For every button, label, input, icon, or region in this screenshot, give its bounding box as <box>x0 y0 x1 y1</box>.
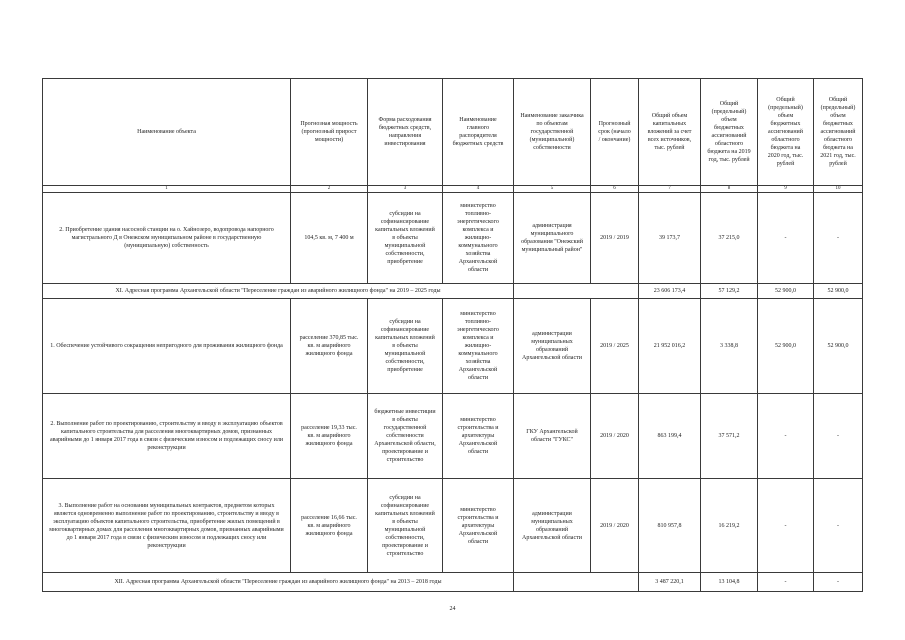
cell-budget-2021: 52 900,0 <box>814 299 863 394</box>
header-budget-2021: Общий (предельный) объем бюджетных ассигнований областного бюджета на 2021 год, тыс. рублей <box>814 79 863 186</box>
cell-budget-2021: - <box>814 193 863 284</box>
table-row <box>43 479 863 573</box>
table-row <box>43 394 863 479</box>
cell-budget-manager: министерство топливно-энергетического комплекса и жилищно-коммунального хозяйства Архангельской области <box>443 193 514 284</box>
cell-budget-2019: 16 219,2 <box>701 479 758 573</box>
investment-table <box>42 78 863 592</box>
cell-budget-manager: министерство топливно-энергетического комплекса и жилищно-коммунального хозяйства Архангельской области <box>443 299 514 394</box>
cell-funding-form: субсидии на софинансирование капитальных вложений в объекты муниципальной собственности, приобретение <box>368 193 443 284</box>
cell-term: 2019 / 2025 <box>591 299 639 394</box>
column-number: 2 <box>291 186 368 193</box>
column-number-row <box>43 186 863 193</box>
cell-funding-form: бюджетные инвестиции в объекты государственной собственности Архангельской области, проектирование и строительство <box>368 394 443 479</box>
cell-term: 2019 / 2020 <box>591 479 639 573</box>
cell-total-investment: 21 952 016,2 <box>639 299 701 394</box>
cell-customer: ГКУ Архангельской области "ГУКС" <box>514 394 591 479</box>
column-number: 8 <box>701 186 758 193</box>
column-number: 3 <box>368 186 443 193</box>
cell-budget-manager: министерство строительства и архитектуры Архангельской области <box>443 479 514 573</box>
cell-funding-form: субсидии на софинансирование капитальных вложений в объекты муниципальной собственности, приобретение <box>368 299 443 394</box>
cell-budget-2021: - <box>814 573 863 592</box>
cell-budget-2020: 52 900,0 <box>758 299 814 394</box>
cell-budget-2020: - <box>758 479 814 573</box>
column-number: 1 <box>43 186 291 193</box>
section-title: XII. Адресная программа Архангельской области "Переселение граждан из аварийного жилищного фонда" на 2013 – 2018 годы <box>43 573 514 592</box>
section-title: XI. Адресная программа Архангельской области "Переселение граждан из аварийного жилищного фонда" на 2019 – 2025 годы <box>43 284 514 299</box>
cell-funding-form: субсидии на софинансирование капитальных вложений в объекты муниципальной собственности, проектирование и строительство <box>368 479 443 573</box>
cell-object-name: 2. Выполнение работ по проектированию, строительству и вводу в эксплуатацию объектов капитального строительства для расселения многоквартирных домов, признанных аварийными до 1 января 2017 года в связи с физическим износом и подлежащих сносу или реконструкции <box>43 394 291 479</box>
table-header-row <box>43 79 863 186</box>
column-number: 6 <box>591 186 639 193</box>
section-row <box>43 284 863 299</box>
cell-capacity: расселение 19,33 тыс. кв. м аварийного жилищного фонда <box>291 394 368 479</box>
cell-term: 2019 / 2020 <box>591 394 639 479</box>
table-row <box>43 193 863 284</box>
cell-budget-2021: - <box>814 394 863 479</box>
column-number: 5 <box>514 186 591 193</box>
cell-customer: администрация муниципального образования "Онежский муниципальный район" <box>514 193 591 284</box>
cell-customer: администрации муниципальных образований Архангельской области <box>514 479 591 573</box>
header-capacity: Прогнозная мощность (прогнозный прирост мощности) <box>291 79 368 186</box>
cell-budget-2019: 13 104,8 <box>701 573 758 592</box>
cell-budget-2020: 52 900,0 <box>758 284 814 299</box>
cell-budget-2021: - <box>814 479 863 573</box>
cell-object-name: 3. Выполнение работ на основании муниципальных контрактов, предметом которых является одновременно выполнение работ по проектированию, строительству и вводу в эксплуатацию объектов капитального строительства, приобретение жилых помещений в многоквартирных домах для расселения многоквартирных домов, признанных аварийными до 1 января 2017 года в связи с физическим износом и подлежащих сносу или реконструкции <box>43 479 291 573</box>
cell-total-investment: 3 487 220,1 <box>639 573 701 592</box>
cell-customer: администрации муниципальных образований Архангельской области <box>514 299 591 394</box>
header-funding-form: Форма расходования бюджетных средств, направления инвестирования <box>368 79 443 186</box>
header-total-investment: Общий объем капитальных вложений за счет всех источников, тыс. рублей <box>639 79 701 186</box>
column-number: 10 <box>814 186 863 193</box>
cell-term: 2019 / 2019 <box>591 193 639 284</box>
section-row <box>43 573 863 592</box>
header-budget-2020: Общий (предельный) объем бюджетных ассигнований областного бюджета на 2020 год, тыс. рублей <box>758 79 814 186</box>
header-customer: Наименование заказчика по объектам государственной (муниципальной) собственности <box>514 79 591 186</box>
cell-budget-manager: министерство строительства и архитектуры Архангельской области <box>443 394 514 479</box>
cell-budget-2020: - <box>758 193 814 284</box>
header-term: Прогнозный срок (начало / окончание) <box>591 79 639 186</box>
cell-capacity: расселение 16,66 тыс. кв. м аварийного жилищного фонда <box>291 479 368 573</box>
cell-object-name: 1. Обеспечение устойчивого сокращения непригодного для проживания жилищного фонда <box>43 299 291 394</box>
header-object-name: Наименование объекта <box>43 79 291 186</box>
cell-budget-2020: - <box>758 394 814 479</box>
cell-budget-2019: 3 338,8 <box>701 299 758 394</box>
table-row <box>43 299 863 394</box>
cell-budget-2021: 52 900,0 <box>814 284 863 299</box>
column-number: 9 <box>758 186 814 193</box>
column-number: 4 <box>443 186 514 193</box>
cell-budget-2020: - <box>758 573 814 592</box>
cell-total-investment: 39 173,7 <box>639 193 701 284</box>
section-empty-cell <box>514 284 639 299</box>
cell-total-investment: 863 199,4 <box>639 394 701 479</box>
header-budget-manager: Наименование главного распорядителя бюджетных средств <box>443 79 514 186</box>
cell-capacity: расселение 370,85 тыс. кв. м аварийного жилищного фонда <box>291 299 368 394</box>
cell-budget-2019: 37 215,0 <box>701 193 758 284</box>
cell-capacity: 104,5 кв. м, 7 400 м <box>291 193 368 284</box>
header-budget-2019: Общий (предельный) объем бюджетных ассигнований областного бюджета на 2019 год, тыс. рублей <box>701 79 758 186</box>
column-number: 7 <box>639 186 701 193</box>
cell-budget-2019: 57 129,2 <box>701 284 758 299</box>
section-empty-cell <box>514 573 639 592</box>
cell-total-investment: 23 606 173,4 <box>639 284 701 299</box>
cell-object-name: 2. Приобретение здания насосной станции на о. Хайнозеро, водопровода напорного магистрального Д в Онежском муниципальном районе в государственную (муниципальную) собственность <box>43 193 291 284</box>
cell-total-investment: 810 957,8 <box>639 479 701 573</box>
cell-budget-2019: 37 571,2 <box>701 394 758 479</box>
page-number: 24 <box>449 606 456 612</box>
